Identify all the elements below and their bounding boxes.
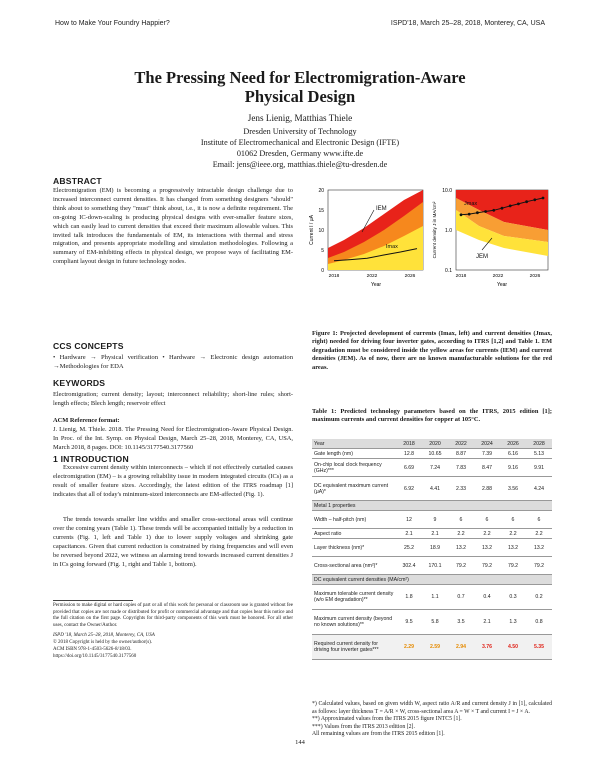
- year-cell: 2022: [448, 439, 474, 449]
- cell: 9: [422, 511, 448, 529]
- cell: 2.1: [422, 529, 448, 539]
- title-line-2: Physical Design: [244, 87, 356, 106]
- imax-label: Imax: [386, 244, 398, 250]
- xlabel-right: Year: [496, 282, 508, 288]
- cell: 10.65: [422, 449, 448, 459]
- keywords-heading: KEYWORDS: [53, 378, 106, 388]
- table-note: All remaining values are from the ITRS 2015 edition [1].: [312, 731, 445, 738]
- cell: 8.87: [448, 449, 474, 459]
- row-label: Gate length (nm): [312, 449, 396, 459]
- cell: 9.91: [526, 459, 552, 477]
- cell: 1.1: [422, 585, 448, 610]
- ylabel-left: Current I / μA: [309, 215, 315, 245]
- xticks-right: [456, 273, 541, 279]
- cell: 6.16: [500, 449, 526, 459]
- table-row: [312, 557, 552, 575]
- table-row: [312, 459, 552, 477]
- cell: 79.2: [474, 557, 500, 575]
- year-cell: 2026: [500, 439, 526, 449]
- cell: 25.2: [396, 539, 422, 557]
- cell: 0.8: [526, 610, 552, 635]
- table-row-required-density: [312, 635, 552, 660]
- ylabel-right: Current density J in MA/cm²: [432, 201, 437, 259]
- row-label: Cross-sectional area (nm²)*: [312, 557, 396, 575]
- ytick-right-0: 0.1: [445, 268, 452, 274]
- cell: 2.2: [500, 529, 526, 539]
- abstract-heading: ABSTRACT: [53, 176, 102, 186]
- row-label: Maximum current density (beyond no known solutions)**: [312, 610, 396, 635]
- figure-1-caption: Figure 1: Projected development of currents (Imax, left) and current densities (Jmax, right) needed for driving four inverter gates, according to ITRS [1,2] and Table 1. EM degradation must be considered inside the yellow areas for currents (IEM) and current densities (JEM). As of now, there are no known manufacturable solutions for the red areas.: [312, 330, 552, 371]
- row-label: DC equivalent maximum current (μA)*: [312, 477, 396, 501]
- intro-heading: 1 INTRODUCTION: [53, 454, 129, 464]
- paper-title: [60, 68, 540, 106]
- cell: 8.47: [474, 459, 500, 477]
- reference-heading: ACM Reference format:: [53, 417, 120, 424]
- cell: 18.9: [422, 539, 448, 557]
- cell: 6: [526, 511, 552, 529]
- cell: 2.59: [422, 635, 448, 660]
- title-line-1: The Pressing Need for Electromigration-Aware: [134, 68, 466, 87]
- keywords-text: Electromigration; current density; layout; interconnect reliability; short-line rules; short-length effects; Blech length; reservoir effect: [53, 391, 293, 407]
- cell: 3.56: [500, 477, 526, 501]
- table-row: [312, 449, 552, 459]
- footnote-doi: https://doi.org/10.1145/3177540.3177560: [53, 654, 137, 659]
- running-header-left: How to Make Your Foundry Happier?: [55, 20, 170, 27]
- xtick-left-1: 2022: [366, 274, 378, 279]
- xtick-right-0: 2018: [455, 274, 467, 279]
- row-label: Maximum tolerable current density (w/o EM degradation)**: [312, 585, 396, 610]
- table-header-row: [312, 439, 552, 449]
- cell: 5.13: [526, 449, 552, 459]
- yticks-left: [318, 188, 324, 274]
- running-header-right: ISPD'18, March 25–28, 2018, Monterey, CA, USA: [390, 20, 545, 27]
- author-address: 01062 Dresden, Germany www.ifte.de: [236, 149, 364, 158]
- cell: 2.2: [526, 529, 552, 539]
- cell: 6.69: [396, 459, 422, 477]
- author-email: Email: jens@ieee.org, matthias.thiele@tu-dresden.de: [212, 160, 388, 169]
- ytick-right-2: 10.0: [442, 188, 452, 194]
- table-note: **) Approximated values from the ITRS 2015 figure INTC5 [1].: [312, 716, 462, 723]
- footnote-rule: [53, 600, 133, 601]
- ytick-left-0: 0: [321, 268, 324, 274]
- footnote-copyright: © 2018 Copyright is held by the owner/author(s).: [53, 640, 153, 645]
- author-names: Jens Lienig, Matthias Thiele: [247, 113, 353, 123]
- page-number: 144: [295, 739, 305, 746]
- cell: 6.92: [396, 477, 422, 501]
- cell: 12: [396, 511, 422, 529]
- cell: 7.83: [448, 459, 474, 477]
- cell: 0.7: [448, 585, 474, 610]
- ytick-left-4: 20: [318, 188, 324, 194]
- cell: 13.2: [474, 539, 500, 557]
- xticks-left: [329, 273, 416, 279]
- author-university: Dresden University of Technology: [243, 127, 357, 136]
- cell: 4.41: [422, 477, 448, 501]
- table-band-row: [312, 575, 552, 585]
- cell: 6: [500, 511, 526, 529]
- jmax-point: [468, 213, 471, 216]
- row-label: Layer thickness (nm)*: [312, 539, 396, 557]
- table-1-caption: Table 1: Predicted technology parameters based on the ITRS, 2015 edition [1]; maximum currents and current densities for copper at 105°C.: [312, 408, 552, 424]
- cell: 9.16: [500, 459, 526, 477]
- cell: 302.4: [396, 557, 422, 575]
- jmax-point: [492, 209, 495, 212]
- jmax-point: [476, 211, 479, 214]
- cell: 7.39: [474, 449, 500, 459]
- cell: 2.1: [396, 529, 422, 539]
- ytick-right-1: 1.0: [445, 228, 452, 234]
- cell: 5.35: [526, 635, 552, 660]
- jmax-point: [501, 207, 504, 210]
- ccs-heading: CCS CONCEPTS: [53, 341, 124, 351]
- intro-paragraph-1: Excessive current density within interconnects – which if not effectively curtailed causes electromigration (EM) – is a growing reliability issue in modern integrated circuits (ICs) as a result of smaller feature sizes. Accordingly, the latest edition of the ITRS roadmap [1] indicates that all of today's minimum-sized interconnects are EM-affected (Fig. 1).: [53, 464, 293, 498]
- year-cell: 2024: [474, 439, 500, 449]
- xlabel-left: Year: [370, 282, 382, 288]
- jmax-point: [484, 210, 487, 213]
- row-label: On-chip local clock frequency (GHz)***: [312, 459, 396, 477]
- cell: 5.8: [422, 610, 448, 635]
- cell: 2.1: [474, 610, 500, 635]
- cell: 2.2: [474, 529, 500, 539]
- table-row: [312, 585, 552, 610]
- cell: 79.2: [500, 557, 526, 575]
- jmax-point: [517, 203, 520, 206]
- cell: 3.76: [474, 635, 500, 660]
- ccs-text: • Hardware → Physical verification • Hardware → Electronic design automation →Methodologies for EDA: [53, 354, 293, 370]
- table-note: ***) Values from the ITRS 2013 edition [2].: [312, 723, 415, 730]
- cell: 3.5: [448, 610, 474, 635]
- cell: 6: [474, 511, 500, 529]
- abstract-text: Electromigration (EM) is becoming a progressively intractable design challenge due to increased interconnect current densities. It has changed from something designers "should" think about to something they "must" think about, i.e., it is now a definite requirement. The on-going IC-down-scaling is producing physical designs with ever-smaller feature sizes, which can easily lead to current densities that exceed their maximum allowable values. This invited talk introduces the fundamentals of EM, its interactions with thermal and stress migration, and presents appropriate modelling and simulation methodologies. Following a summary of EM-inhibiting effects in physical design, we propose ways of facilitating EM-compliant layout design in future technology nodes.: [53, 187, 293, 266]
- cell: 13.2: [500, 539, 526, 557]
- cell: 6: [448, 511, 474, 529]
- row-label: Aspect ratio: [312, 529, 396, 539]
- ytick-left-2: 10: [318, 228, 324, 234]
- figure-1: [304, 180, 552, 308]
- xtick-right-1: 2022: [492, 274, 504, 279]
- year-cell: 2018: [396, 439, 422, 449]
- cell: 12.8: [396, 449, 422, 459]
- table-row: [312, 511, 552, 529]
- footnote-conference: ISPD '18, March 25–28, 2018, Monterey, CA, USA: [53, 633, 155, 638]
- xtick-left-2: 2026: [404, 274, 416, 279]
- year-cell: 2028: [526, 439, 552, 449]
- jmax-point: [542, 197, 545, 200]
- table-row: [312, 610, 552, 635]
- table-1: [312, 439, 552, 660]
- jmax-point: [533, 198, 536, 201]
- xtick-right-2: 2026: [529, 274, 541, 279]
- permission-footnote: Permission to make digital or hard copies of part or all of this work for personal or classroom use is granted without fee provided that copies are not made or distributed for profit or commercial advantage and that copies bear this notice and the full citation on the first page. Copyrights for third-party components of this work must be honored. For all other uses, contact the Owner/Author.: [53, 603, 293, 628]
- cell: 1.8: [396, 585, 422, 610]
- table-row: [312, 539, 552, 557]
- cell: 1.3: [500, 610, 526, 635]
- cell: 9.5: [396, 610, 422, 635]
- row-label: Width – half-pitch (nm): [312, 511, 396, 529]
- cell: 7.24: [422, 459, 448, 477]
- ytick-left-3: 15: [318, 208, 324, 214]
- intro-paragraph-2: The trends towards smaller line widths and smaller cross-sectional areas will continue over the coming years (Table 1). These trends will be accompanied initially by a reduction in currents (Fig. 1, left and Table 1) due to lower supply voltages and shrinking gate capacitances. Given that current reduction is constrained by rising frequencies and will even be reversed beyond 2022, we witness an alarming trend towards increased current densities J in ICs going forward (Fig. 1, right and Table 1, bottom).: [53, 516, 293, 568]
- ytick-left-1: 5: [321, 248, 324, 254]
- table-year-label: Year: [312, 439, 396, 449]
- jmax-label: Jmax: [464, 201, 478, 207]
- cell: 0.3: [500, 585, 526, 610]
- cell: 2.88: [474, 477, 500, 501]
- table-notes: [312, 701, 552, 739]
- cell: 0.4: [474, 585, 500, 610]
- xtick-left-0: 2018: [328, 274, 340, 279]
- reference-text: J. Lienig, M. Thiele. 2018. The Pressing Need for Electromigration-Aware Physical Design. In Proc. of the Int. Symp. on Physical Design, March 25–28, 2018, Monterey, CA, USA, March 2018, 8 pages. DOI: 10.1145/3177540.3177560: [53, 426, 293, 451]
- chart-current-density: [432, 188, 548, 288]
- cell: 4.50: [500, 635, 526, 660]
- cell: 2.29: [396, 635, 422, 660]
- jem-label: JEM: [476, 254, 488, 260]
- cell: 2.2: [448, 529, 474, 539]
- cell: 0.2: [526, 585, 552, 610]
- cell: 13.2: [448, 539, 474, 557]
- cell: 79.2: [448, 557, 474, 575]
- cell: 170.1: [422, 557, 448, 575]
- cell: 2.33: [448, 477, 474, 501]
- jmax-point: [460, 213, 463, 216]
- author-institute: Institute of Electromechanical and Electronic Design (IFTE): [200, 138, 400, 147]
- cell: 79.2: [526, 557, 552, 575]
- row-label: Required current density for driving four inverter gates***: [312, 635, 396, 660]
- iem-label: IEM: [376, 206, 387, 212]
- band-label: Metal 1 properties: [312, 501, 552, 511]
- table-note: *) Calculated values, based on given width W, aspect ratio A/R and current density J in [1], calculated as follows: layer thickness T = A/R × W, cross-sectional area A = W × T and current I = J × A.: [312, 701, 552, 715]
- jmax-point: [509, 205, 512, 208]
- cell: 2.94: [448, 635, 474, 660]
- table-row: [312, 529, 552, 539]
- table-row: [312, 477, 552, 501]
- table-band-row: [312, 501, 552, 511]
- chart-current: [309, 188, 423, 288]
- year-cell: 2020: [422, 439, 448, 449]
- yticks-right: [442, 188, 452, 274]
- band-label: DC equivalent current densities (MA/cm²): [312, 575, 552, 585]
- cell: 13.2: [526, 539, 552, 557]
- jmax-point: [525, 200, 528, 203]
- cell: 4.24: [526, 477, 552, 501]
- footnote-isbn: ACM ISBN 978-1-4503-5626-8/18/03.: [53, 647, 132, 652]
